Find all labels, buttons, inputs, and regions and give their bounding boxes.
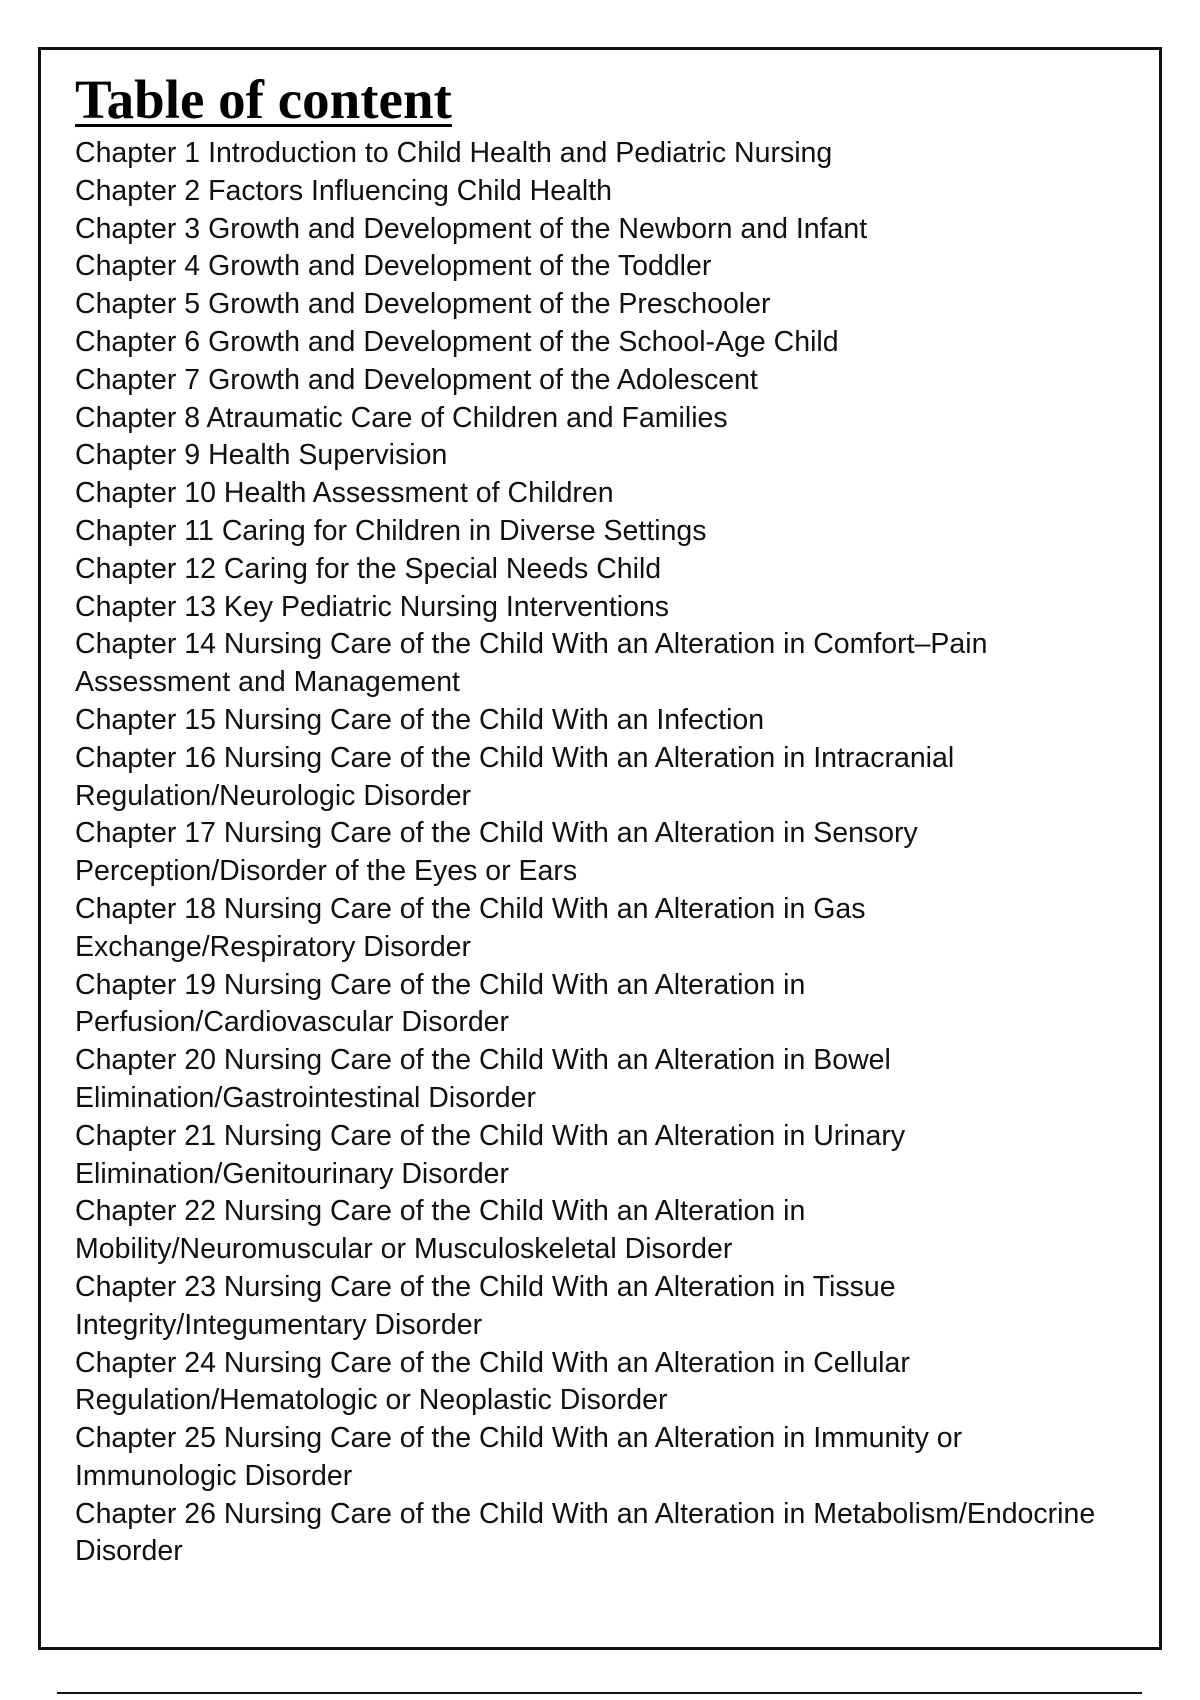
toc-entry: Chapter 20 Nursing Care of the Child With an Alteration in Bowel Elimination/Gastrointestinal Disorder (75, 1044, 891, 1114)
toc-entry: Chapter 1 Introduction to Child Health and Pediatric Nursing (75, 137, 833, 169)
toc-entry: Chapter 2 Factors Influencing Child Health (75, 174, 613, 207)
toc-entry: Chapter 13 Key Pediatric Nursing Interventions (75, 590, 670, 623)
toc-entry: Chapter 6 Growth and Development of the School-Age Child (75, 325, 839, 358)
toc-entry: Chapter 4 Growth and Development of the Toddler (75, 250, 712, 283)
toc-entry: Chapter 11 Caring for Children in Diverse Settings (75, 514, 707, 547)
toc-entry: Chapter 26 Nursing Care of the Child With an Alteration in Metabolism/Endocrine Disorder (75, 1497, 1096, 1568)
toc-entry: Chapter 17 Nursing Care of the Child With an Alteration in Sensory Perception/Disorder of the Eyes or Ears (75, 817, 918, 888)
toc-entry: Chapter 19 Nursing Care of the Child With an Alteration in Perfusion/Cardiovascular Disorder (75, 968, 806, 1039)
toc-entry: Chapter 23 Nursing Care of the Child With an Alteration in Tissue Integrity/Integumentary Disorder (75, 1270, 896, 1341)
toc-entry: Chapter 9 Health Supervision (75, 439, 448, 472)
toc-entry: Chapter 12 Caring for the Special Needs Child (75, 552, 662, 585)
toc-entry: Chapter 5 Growth and Development of the Preschooler (75, 288, 771, 321)
toc-entry: Chapter 21 Nursing Care of the Child With an Alteration in Urinary Elimination/Genitourinary Disorder (75, 1119, 906, 1190)
toc-entry: Chapter 18 Nursing Care of the Child With an Alteration in Gas Exchange/Respiratory Disorder (75, 892, 866, 963)
toc-entry: Chapter 10 Health Assessment of Children (75, 477, 614, 510)
toc-entry: Chapter 24 Nursing Care of the Child With an Alteration in Cellular Regulation/Hematologic or Neoplastic Disorder (75, 1346, 910, 1417)
toc-entry: Chapter 3 Growth and Development of the Newborn and Infant (75, 212, 868, 245)
toc-entry: Chapter 15 Nursing Care of the Child With an Infection (75, 703, 765, 736)
toc-entry: Chapter 25 Nursing Care of the Child With an Alteration in Immunity or Immunologic Disorder (75, 1422, 963, 1492)
toc-entry: Chapter 14 Nursing Care of the Child With an Alteration in Comfort–Pain Assessment and Management (75, 628, 988, 699)
bottom-divider (57, 1692, 1142, 1694)
toc-entry: Chapter 16 Nursing Care of the Child With an Alteration in Intracranial Regulation/Neurologic Disorder (75, 741, 955, 812)
page-title: Table of content (75, 69, 452, 130)
toc-entry: Chapter 22 Nursing Care of the Child With an Alteration in Mobility/Neuromuscular or Musculoskeletal Disorder (75, 1195, 806, 1266)
toc-entry: Chapter 7 Growth and Development of the Adolescent (75, 363, 758, 396)
toc-list (75, 135, 1160, 1571)
toc-entry: Chapter 8 Atraumatic Care of Children and Families (75, 401, 728, 434)
